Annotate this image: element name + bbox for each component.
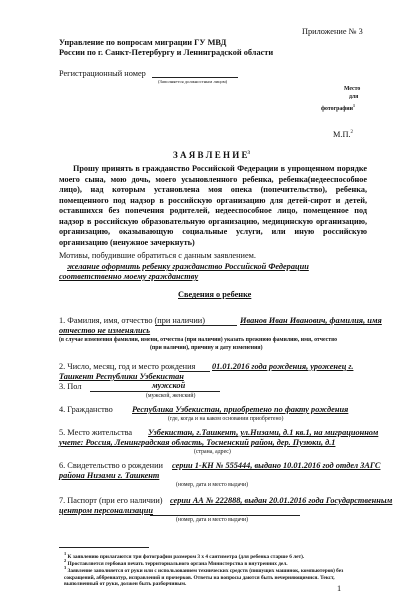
field-6-hint: (номер, дата и место выдачи): [176, 482, 249, 488]
request-paragraph: Прошу принять в гражданство Российской Федерации в упрощенном порядке моего сына, мою дочь, моего усыновленного ребенка, ребенка(недееспособное лицо), над которым установлена моя опека (попечительство), ребенка, помещенного под надзор в российскую организацию для детей-сирот и детей, оставшихся без попечения родителей, недееспособное лицо, помещенное под надзор в российскую образовательную организацию, медицинскую организацию, организацию, оказывающую социальные услуги, или иную российскую организацию (ненужное зачеркнуть): [59, 164, 367, 247]
field-1-label: 1. Фамилия, имя, отчество (при наличии): [59, 316, 206, 325]
field-2-value-line-1: 01.01.2016 года рождения, уроженец г.: [212, 362, 354, 371]
field-6-label: 6. Свидетельство о рождении: [59, 461, 163, 470]
field-7-line: [150, 515, 300, 516]
field-6-value-line-2: района Низами г. Ташкент: [59, 471, 160, 480]
photo-label-line-2: для: [349, 94, 359, 100]
field-6-value-line-1: серии 1-КН № 555444, выдано 10.01.2016 год отдел ЗАГС: [172, 461, 381, 470]
field-3-label: 3. Пол: [59, 382, 82, 391]
field-3-value: мужской: [152, 381, 186, 390]
field-2-value-line-2: Ташкент Республики Узбекистан: [59, 372, 184, 381]
appendix-label: Приложение № 3: [302, 27, 363, 36]
field-1-line: [155, 325, 237, 326]
registration-number-label: Регистрационный номер: [59, 69, 146, 78]
field-4-hint: (где, когда и на каком основании приобретено): [168, 416, 284, 422]
photo-label-line-1: Место: [344, 86, 361, 92]
form-title: З А Я В Л Е Н И $Е^3$: [173, 150, 250, 160]
registration-number-hint: (Заполняется должностным лицом): [158, 79, 228, 84]
field-7-label: 7. Паспорт (при его наличии): [59, 496, 163, 505]
field-5-value-line-2: учете: Россия, Ленинградская область, Тосненский район, дер. Пузюки, д.1: [59, 438, 336, 447]
motives-label: Мотивы, побудившие обратиться с данным заявлением.: [59, 251, 256, 260]
field-4-label: 4. Гражданство: [59, 405, 113, 414]
field-1-hint-2: (при наличии), причину и дату изменения): [150, 345, 263, 351]
field-1-hint-1: (в случае изменения фамилии, имени, отчества (при наличии) указать прежнюю фамилию, имя, отчество: [59, 337, 338, 343]
field-7-value-line-2: центром персонализации: [59, 506, 154, 515]
field-1-value-line-1: Иванов Иван Иванович, фамилия, имя: [240, 316, 382, 325]
field-2-label: 2. Число, месяц, год и место рождения: [59, 362, 196, 371]
photo-label-line-3: фотографии$^1$: [321, 103, 355, 112]
field-5-value-line-1: Узбекистан, г.Ташкент, ул.Низами, д.1 кв.1, на миграционном: [148, 428, 379, 437]
footnote-1: $^1$ К заявлению прилагаются три фотографии размером 3 х 4 сантиметра (для ребенка старше 6 лет).: [64, 551, 305, 560]
field-4-value: Республика Узбекистан, приобретено по факту рождения: [132, 405, 349, 414]
section-title: Сведения о ребенке: [178, 290, 252, 299]
field-7-value-line-1: серии АА № 222888, выдан 20.01.2016 года Государственным: [170, 496, 393, 505]
stamp-label: М.П.$^2$: [333, 129, 354, 139]
field-3-hint: (мужской, женский): [146, 393, 196, 399]
registration-number-line: [152, 77, 238, 78]
page-number: 1: [337, 584, 342, 593]
field-5-label: 5. Место жительства: [59, 428, 133, 437]
footnote-3: $^3$ Заявление заполняется от руки или с использованием технических средств (пишущих машинок, компьютеров) без сокращений, аббревиатур, исправлений и прочерков. Ответы на вопросы даются быть нечерняющимися. Текст, выполненный от руки, должен быть разборчивым.: [64, 565, 344, 588]
org-line-2: России по г. Санкт-Петербургу и Ленинградской области: [59, 48, 274, 57]
field-2-line: [179, 371, 210, 372]
field-3-line: [90, 391, 220, 392]
field-7-hint: (номер, дата и место выдачи): [176, 517, 249, 523]
field-1-value-line-2: отчество не изменялись: [59, 326, 151, 335]
motives-value: желание оформить ребенку гражданство Российской Федерации соответственно моему гражданству: [59, 262, 309, 281]
footnote-2: $^2$ Проставляется гербовая печать территориального органа Министерства в внутренних дел.: [64, 558, 288, 567]
field-5-hint: (страна, адрес): [194, 449, 231, 455]
footnote-separator: [59, 547, 149, 548]
org-line-1: Управление по вопросам миграции ГУ МВД: [59, 38, 227, 47]
